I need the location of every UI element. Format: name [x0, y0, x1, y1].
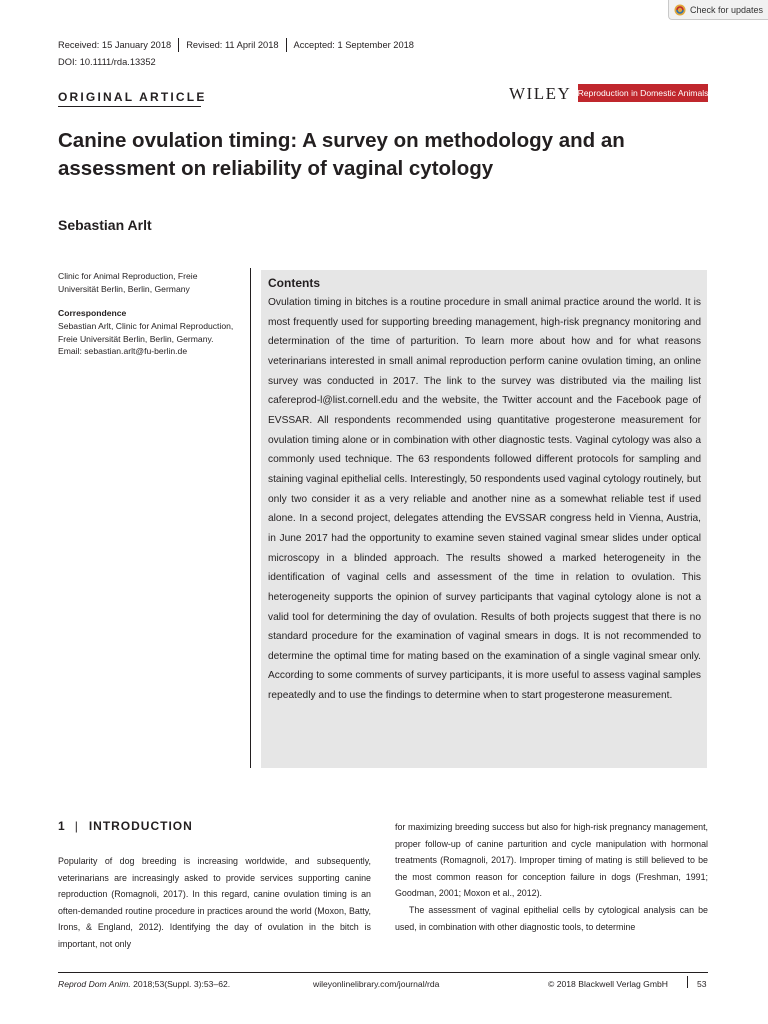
journal-abbrev: Reprod Dom Anim. [58, 979, 131, 989]
body-column-left [58, 853, 371, 953]
article-type: ORIGINAL ARTICLE [58, 90, 207, 104]
correspondence [58, 320, 243, 358]
footer-rule [58, 972, 708, 973]
correspondence-email[interactable]: Email: sebastian.arlt@fu-berlin.de [58, 346, 188, 356]
check-for-updates-icon [674, 4, 686, 16]
abstract-text: Ovulation timing in bitches is a routine procedure in small animal practice around the world. It is most frequently used for supporting breeding management, high-risk pregnancy monitoring and determination of the time of parturition. To learn more about how and for what reasons veterinarians interested in small animal reproduction perform canine ovulation timing, an online survey was conducted in 2017. The link to the survey was distributed via the mailing list cafereprod-l@list.cornell.edu and the website, the Twitter account and the Facebook page of EVSSAR. All respondents recommended using quantitative progesterone measurement for ovulation timing alone or in combination with other diagnostic tests. Vaginal cytology was also a commonly used technique. The 63 respondents followed different protocols for sampling and staining vaginal epithelial cells. Interestingly, 50 respondents used vaginal cytology routinely, but only two consider it as a very reliable and another nine as a somewhat reliable test if used alone. In a second project, delegates attending the EVSSAR congress held in Vienna, Austria, in June 2017 had the opportunity to examine seven stained vaginal smear slides under optical microscopy in a blinded approach. The results showed a marked heterogeneity in the identification of vaginal cells and assessment of the time in relation to ovulation. This heterogeneity supports the opinion of survey participants that vaginal cytology alone is not a valid tool for determining the day of ovulation. Results of both projects suggest that there is no standard procedure for the examination of vaginal smears in dogs. It is not recommended to determine the optimal time for mating based on the examination of a single vaginal smear only. According to some comments of survey participants, it is more useful to assess vaginal samples repeatedly and to use the findings to determine when to start progesterone measurement. [268, 297, 701, 702]
article-dates [58, 38, 414, 52]
doi[interactable]: DOI: 10.1111/rda.13352 [58, 57, 156, 67]
author-name: Sebastian Arlt [58, 217, 152, 233]
divider [178, 38, 179, 52]
footer-copyright: © 2018 Blackwell Verlag GmbH [548, 979, 669, 989]
revised-date: Revised: 11 April 2018 [186, 40, 279, 50]
section-number: 1 [58, 819, 66, 833]
received-date: Received: 15 January 2018 [58, 40, 172, 50]
correspondence-text: Sebastian Arlt, Clinic for Animal Reproduction, Freie Universität Berlin, Berlin, Germany. [58, 321, 234, 344]
section-divider: | [74, 819, 79, 833]
section-heading [58, 819, 193, 833]
section-title: INTRODUCTION [88, 819, 193, 833]
abstract-heading: Contents [268, 276, 320, 290]
check-for-updates-button[interactable] [668, 0, 768, 20]
affiliation: Clinic for Animal Reproduction, Freie Universität Berlin, Berlin, Germany [58, 271, 198, 294]
journal-name-badge: Reproduction in Domestic Animals [578, 84, 708, 102]
publisher-logo: WILEY [509, 84, 572, 103]
body-column-right [395, 819, 708, 935]
article-title: Canine ovulation timing: A survey on methodology and an assessment on reliability of vaginal cytology [58, 129, 625, 180]
footer-citation [58, 979, 230, 989]
column-divider [250, 268, 251, 768]
paragraph: Popularity of dog breeding is increasing worldwide, and subsequently, veterinarians are increasingly asked to provide services supporting canine reproduction (Romagnoli, 2017). In this regard, canine ovulation timing is an often-demanded routine procedure in practices around the world (Moxon, Batty, Irons, & England, 2012). Identifying the day of ovulation in the bitch is important, not only [58, 856, 371, 949]
footer-divider [687, 976, 688, 988]
accepted-date: Accepted: 1 September 2018 [293, 40, 414, 50]
check-for-updates-label: Check for updates [690, 4, 764, 15]
citation-details: 2018;53(Suppl. 3):53–62. [130, 979, 231, 989]
divider [286, 38, 287, 52]
correspondence-heading: Correspondence [58, 308, 127, 318]
article-type-underline [58, 106, 201, 107]
paragraph: The assessment of vaginal epithelial cells by cytological analysis can be used, in combination with other diagnostic tools, to determine [395, 904, 708, 932]
page-number: 53 [697, 979, 707, 989]
footer-url[interactable]: wileyonlinelibrary.com/journal/rda [313, 979, 440, 989]
paragraph: for maximizing breeding success but also for high-risk pregnancy management, proper follow-up of canine parturition and cycle manipulation with hormonal treatments (Romagnoli, 2017). Improper timing of mating is still believed to be the most common reason for conception failure in dogs (Freshman, 1991; Goodman, 2001; Moxon et al., 2012). [395, 822, 708, 899]
